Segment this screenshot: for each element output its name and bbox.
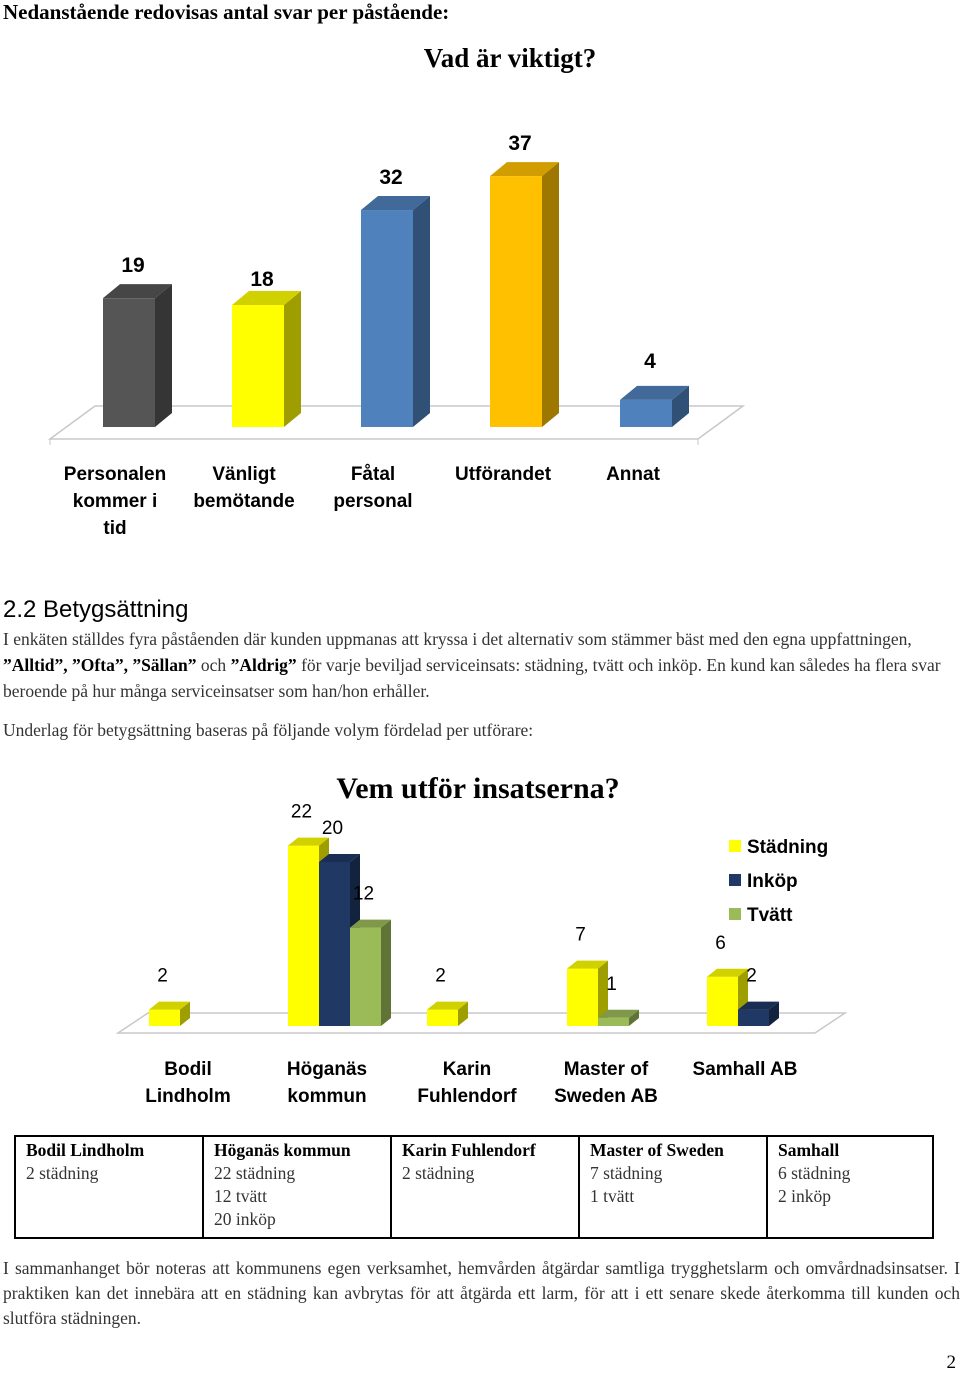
- chart-title: Vem utför insatserna?: [336, 772, 620, 805]
- table-row: [15, 1136, 933, 1238]
- data-label: 2: [746, 965, 757, 987]
- underlag-text: Underlag för betygsättning baseras på följande volym fördelad per utförare:: [3, 720, 534, 740]
- bar: [427, 1002, 468, 1026]
- data-label: 7: [575, 924, 586, 946]
- legend-swatch: [729, 908, 741, 920]
- option-aldrig: ”Aldrig”: [230, 655, 297, 675]
- data-label: 20: [321, 818, 344, 839]
- category-label: Annat: [606, 464, 660, 485]
- cell-line: 1 tvätt: [590, 1186, 635, 1206]
- data-label: 19: [121, 254, 145, 278]
- cell-header: Samhall: [778, 1140, 840, 1160]
- data-label: 37: [508, 132, 532, 156]
- category-label: Master of Sweden AB: [554, 1059, 658, 1107]
- data-label: 6: [715, 932, 726, 954]
- data-label: 32: [379, 166, 403, 190]
- table-cell: [767, 1136, 933, 1238]
- category-label: Höganäs kommun: [286, 1059, 368, 1107]
- closing-paragraph: I sammanhanget bör noteras att kommunens egen verksamhet, hemvården åtgärdar samtliga trygghetslarm och omvårdnadsinsatser. I praktiken kan det innebära att en städning kan avbrytas för att åtgärda ett larm, för att i ett senare skede återkomma till kunden och slutföra städningen.: [3, 1258, 960, 1328]
- category-label: Karin Fuhlendorf: [417, 1059, 517, 1107]
- data-label: 1: [606, 973, 617, 995]
- cell-header: Bodil Lindholm: [26, 1140, 145, 1160]
- table-cell: [203, 1136, 391, 1238]
- legend-swatch: [729, 840, 741, 852]
- intro-text-1: I enkäten ställdes fyra påståenden där kunden uppmanas att kryssa i det alternativ som stämmer bäst med den egna uppfattningen,: [3, 629, 912, 649]
- cell-header: Master of Sweden: [590, 1140, 724, 1160]
- cell-header: Höganäs kommun: [214, 1140, 351, 1160]
- data-label: 22: [290, 801, 313, 823]
- bar: [490, 162, 559, 427]
- intro-text-2: för varje beviljad serviceinsats: städning, tvätt och inköp. En kund kan således ha flera svar beroende på hur många serviceinsatser som han/hon erhåller.: [3, 655, 941, 701]
- category-label: Vänligt bemötande: [193, 464, 295, 512]
- cell-line: 2 städning: [402, 1163, 475, 1183]
- separator: ,: [123, 655, 133, 675]
- bar: [103, 284, 172, 427]
- table-cell: [15, 1136, 203, 1238]
- separator: ,: [63, 655, 73, 675]
- intro-paragraph: [3, 626, 960, 704]
- cell-header: Karin Fuhlendorf: [402, 1140, 536, 1160]
- legend-label: Städning: [747, 837, 829, 858]
- legend-label: Inköp: [747, 871, 798, 892]
- table-cell: [579, 1136, 767, 1238]
- legend-swatch: [729, 874, 741, 886]
- option-ofta: ”Ofta”: [72, 655, 124, 675]
- bar: [350, 920, 391, 1026]
- category-label: Bodil Lindholm: [145, 1059, 231, 1107]
- cell-line: 22 städning: [214, 1163, 296, 1183]
- data-label: 12: [352, 883, 375, 905]
- chart-vad-ar-viktigt: [0, 30, 960, 550]
- option-alltid: ”Alltid”: [3, 655, 64, 675]
- section-heading: 2.2 Betygsättning: [3, 596, 189, 623]
- data-label: 2: [157, 965, 168, 987]
- data-label: 2: [435, 965, 446, 987]
- bar: [361, 196, 430, 427]
- bar: [232, 291, 301, 427]
- intro-och: och: [196, 655, 231, 675]
- category-label: Fåtal personal: [333, 464, 413, 512]
- cell-line: 2 städning: [26, 1163, 99, 1183]
- bar: [149, 1002, 190, 1026]
- bar: [620, 386, 689, 427]
- chart-vem-utfor-insatserna: [0, 760, 960, 1120]
- top-heading: Nedanstående redovisas antal svar per påstående:: [3, 0, 450, 24]
- category-label: Utförandet: [454, 464, 552, 485]
- utforare-table: [14, 1135, 934, 1239]
- cell-line: 6 städning: [778, 1163, 851, 1183]
- legend-label: Tvätt: [747, 905, 793, 926]
- page-number: 2: [946, 1352, 956, 1373]
- data-label: 18: [250, 267, 274, 291]
- option-sallan: ”Sällan”: [132, 655, 197, 675]
- chart-legend: [729, 837, 828, 926]
- cell-line: 20 inköp: [214, 1209, 276, 1229]
- category-label: Samhall AB: [692, 1059, 798, 1080]
- cell-line: 12 tvätt: [214, 1186, 267, 1206]
- chart-title: Vad är viktigt?: [423, 43, 597, 73]
- cell-line: 2 inköp: [778, 1186, 831, 1206]
- category-label: Personalen kommer i tid: [63, 464, 167, 539]
- data-label: 4: [644, 349, 656, 373]
- table-cell: [391, 1136, 579, 1238]
- bar: [738, 1002, 779, 1026]
- cell-line: 7 städning: [590, 1163, 663, 1183]
